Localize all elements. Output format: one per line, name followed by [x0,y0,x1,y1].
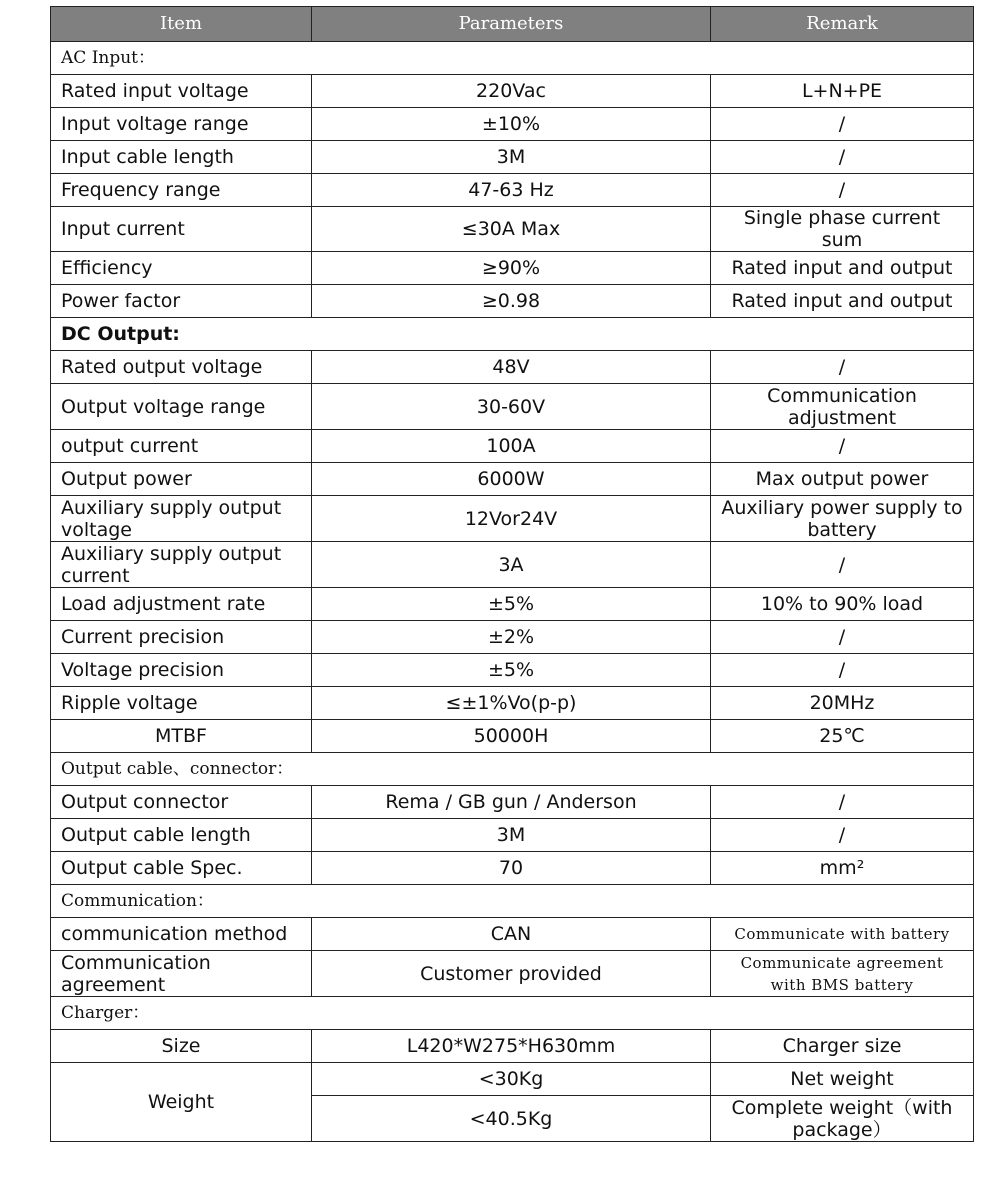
param-cell: Rema / GB gun / Anderson [312,786,711,819]
item-cell: Input voltage range [51,108,312,141]
item-cell: Rated output voltage [51,351,312,384]
param-cell: 3A [312,542,711,588]
table-row [51,384,974,430]
param-cell: CAN [312,918,711,951]
item-cell: Weight [51,1063,312,1142]
param-cell: 12Vor24V [312,496,711,542]
item-cell: communication method [51,918,312,951]
table-row [51,621,974,654]
remark-cell: 10% to 90% load [711,588,974,621]
param-cell: <40.5Kg [312,1096,711,1142]
table-row [51,252,974,285]
param-cell: 220Vac [312,75,711,108]
section-charger: Charger： [51,997,974,1030]
table-row [51,687,974,720]
table-row [51,819,974,852]
param-cell: ±5% [312,588,711,621]
section-row [51,997,974,1030]
table-row [51,918,974,951]
item-cell: Auxiliary supply output current [51,542,312,588]
section-row [51,318,974,351]
header-parameters: Parameters [312,7,711,42]
param-cell: Customer provided [312,951,711,997]
table-row [51,108,974,141]
table-row [51,588,974,621]
remark-cell: / [711,819,974,852]
remark-cell: L+N+PE [711,75,974,108]
section-row [51,753,974,786]
table-row [51,174,974,207]
item-cell: Voltage precision [51,654,312,687]
item-cell: Ripple voltage [51,687,312,720]
param-cell: 6000W [312,463,711,496]
item-cell: Output cable length [51,819,312,852]
remark-cell: Rated input and output [711,285,974,318]
remark-cell: Auxiliary power supply to battery [711,496,974,542]
table-row [51,351,974,384]
section-row [51,885,974,918]
item-cell: Auxiliary supply output voltage [51,496,312,542]
param-cell: ±2% [312,621,711,654]
param-cell: ≥90% [312,252,711,285]
table-row [51,285,974,318]
table-row [51,463,974,496]
header-remark: Remark [711,7,974,42]
param-cell: 3M [312,819,711,852]
table-row [51,207,974,252]
section-communication: Communication： [51,885,974,918]
remark-cell: Communicate with battery [711,918,974,951]
header-item: Item [51,7,312,42]
table-row [51,654,974,687]
param-cell: 100A [312,430,711,463]
remark-cell: / [711,654,974,687]
item-cell: Communication agreement [51,951,312,997]
item-cell: MTBF [51,720,312,753]
item-cell: output current [51,430,312,463]
param-cell: ≤±1%Vo(p-p) [312,687,711,720]
remark-cell: 25℃ [711,720,974,753]
table-row [51,951,974,997]
remark-cell: / [711,621,974,654]
item-cell: Output cable Spec. [51,852,312,885]
item-cell: Rated input voltage [51,75,312,108]
table-row [51,141,974,174]
param-cell: 70 [312,852,711,885]
item-cell: Load adjustment rate [51,588,312,621]
param-cell: 30-60V [312,384,711,430]
table-row [51,542,974,588]
table-row [51,75,974,108]
param-cell: L420*W275*H630mm [312,1030,711,1063]
section-dc-output: DC Output: [51,318,974,351]
item-cell: Input current [51,207,312,252]
table-row [51,1030,974,1063]
table-row [51,786,974,819]
remark-cell: Max output power [711,463,974,496]
remark-cell: / [711,430,974,463]
param-cell: ≥0.98 [312,285,711,318]
item-cell: Output connector [51,786,312,819]
remark-cell: Charger size [711,1030,974,1063]
item-cell: Frequency range [51,174,312,207]
param-cell: 3M [312,141,711,174]
param-cell: 48V [312,351,711,384]
remark-cell: Complete weight（with package） [711,1096,974,1142]
remark-cell: Single phase current sum [711,207,974,252]
remark-cell: Communication adjustment [711,384,974,430]
remark-cell: / [711,174,974,207]
table-row [51,720,974,753]
item-cell: Input cable length [51,141,312,174]
param-cell: 50000H [312,720,711,753]
remark-cell: 20MHz [711,687,974,720]
item-cell: Power factor [51,285,312,318]
param-cell: ±10% [312,108,711,141]
remark-cell: Rated input and output [711,252,974,285]
item-cell: Output power [51,463,312,496]
table-row [51,430,974,463]
param-cell: <30Kg [312,1063,711,1096]
param-cell: ≤30A Max [312,207,711,252]
item-cell: Efficiency [51,252,312,285]
item-cell: Size [51,1030,312,1063]
remark-cell: / [711,542,974,588]
header-row [51,7,974,42]
remark-cell: mm² [711,852,974,885]
remark-cell: / [711,786,974,819]
item-cell: Output voltage range [51,384,312,430]
table-row [51,852,974,885]
param-cell: ±5% [312,654,711,687]
remark-cell: / [711,141,974,174]
section-ac-input: AC Input： [51,42,974,75]
remark-cell: Communicate agreement with BMS battery [711,951,974,997]
param-cell: 47-63 Hz [312,174,711,207]
table-row [51,496,974,542]
remark-cell: Net weight [711,1063,974,1096]
table-row [51,1063,974,1096]
item-cell: Current precision [51,621,312,654]
spec-table [50,6,974,1142]
remark-cell: / [711,108,974,141]
section-output-cable: Output cable、connector： [51,753,974,786]
remark-cell: / [711,351,974,384]
section-row [51,42,974,75]
